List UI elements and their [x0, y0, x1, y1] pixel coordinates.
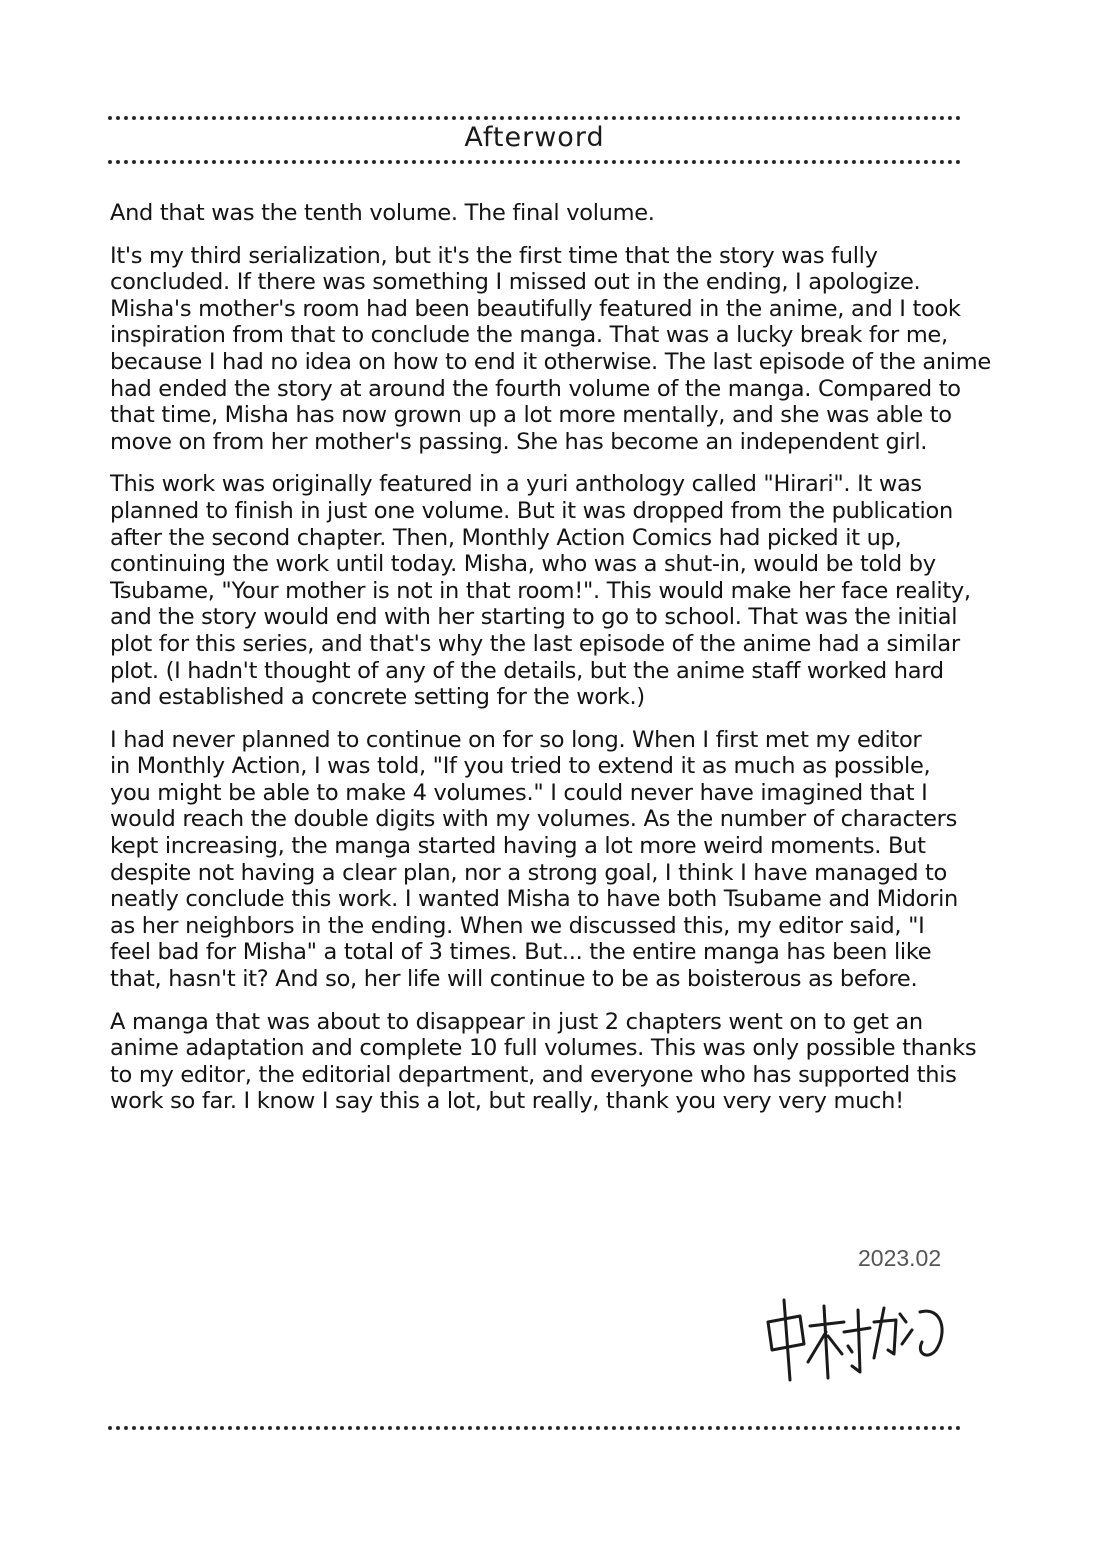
signature-stroke: [810, 1322, 844, 1326]
signature-stroke: [848, 1346, 852, 1352]
paragraph-5: A manga that was about to disappear in just 2 chapters went on to get an anime adaptation and complete 10 full volumes. This was only possible thanks to my editor, the editorial department, and everyone who has supported this work so far. I know I say this a lot, but really, thank you very very much!: [110, 1008, 977, 1115]
signature-stroke: [902, 1330, 912, 1344]
signature-stroke: [920, 1311, 942, 1355]
paragraph-4: I had never planned to continue on for so long. When I first met my editor in Monthly Action, I was told, "If you tried to extend it as much as possible, you might be able to make 4 volumes." I could never have imagined that I would reach the double digits with my volumes. As the number of characters kept increasing, the manga started having a lot more weird moments. But despite not having a clear plan, nor a strong goal, I think I have managed to neatly conclude this work. I wanted Misha to have both Tsubame and Midorin as her neighbors in the ending. When we discussed this, my editor said, "I feel bad for Misha" a total of 3 times. But... the entire manga has been like that, hasn't it? And so, her life will continue to be as boisterous as before.: [110, 726, 958, 993]
signature-stroke: [874, 1308, 884, 1358]
paragraph-1: And that was the tenth volume. The final volume.: [110, 200, 655, 226]
signature-stroke: [852, 1310, 860, 1372]
signature-stroke: [784, 1300, 790, 1380]
signature-stroke: [828, 1336, 842, 1354]
bottom-dotted-rule: [108, 1426, 961, 1430]
paragraph-3: This work was originally featured in a yuri anthology called "Hirari". It was planned to finish in just one volume. But it was dropped from the publication after the second chapter. Then, Monthly Action Comics had picked it up, continuing the work until today. Misha, who was a shut-in, would be told by Tsubame, "Your mother is not in that room!". This would make her face reality, and the story would end with her starting to go to school. That was the initial plot for this series, and that's why the last episode of the anime had a similar plot. (I hadn't thought of any of the details, but the anime staff worked hard and established a concrete setting for the work.): [110, 471, 971, 711]
title-dotted-rule: [108, 160, 961, 164]
signature-stroke: [824, 1306, 828, 1378]
signature-stroke: [808, 1332, 826, 1362]
paragraph-2: It's my third serialization, but it's the first time that the story was fully concluded. If there was something I missed out in the ending, I apologize. Misha's mother's room had been beautifully featured in the anime, and I took inspiration from that to conclude the manga. That was a lucky break for me, because I had no idea on how to end it otherwise. The last episode of the anime had ended the story at around the fourth volume of the manga. Compared to that time, Misha has now grown up a lot more mentally, and she was able to move on from her mother's passing. She has become an independent girl.: [110, 242, 991, 455]
signature-stroke: [844, 1328, 870, 1332]
author-signature: [760, 1292, 950, 1388]
afterword-body: [110, 200, 1040, 1131]
signature-stroke: [900, 1314, 906, 1322]
top-dotted-rule: [108, 116, 961, 120]
page-title: Afterword: [464, 122, 605, 153]
date-stamp: 2023.02: [858, 1245, 942, 1271]
